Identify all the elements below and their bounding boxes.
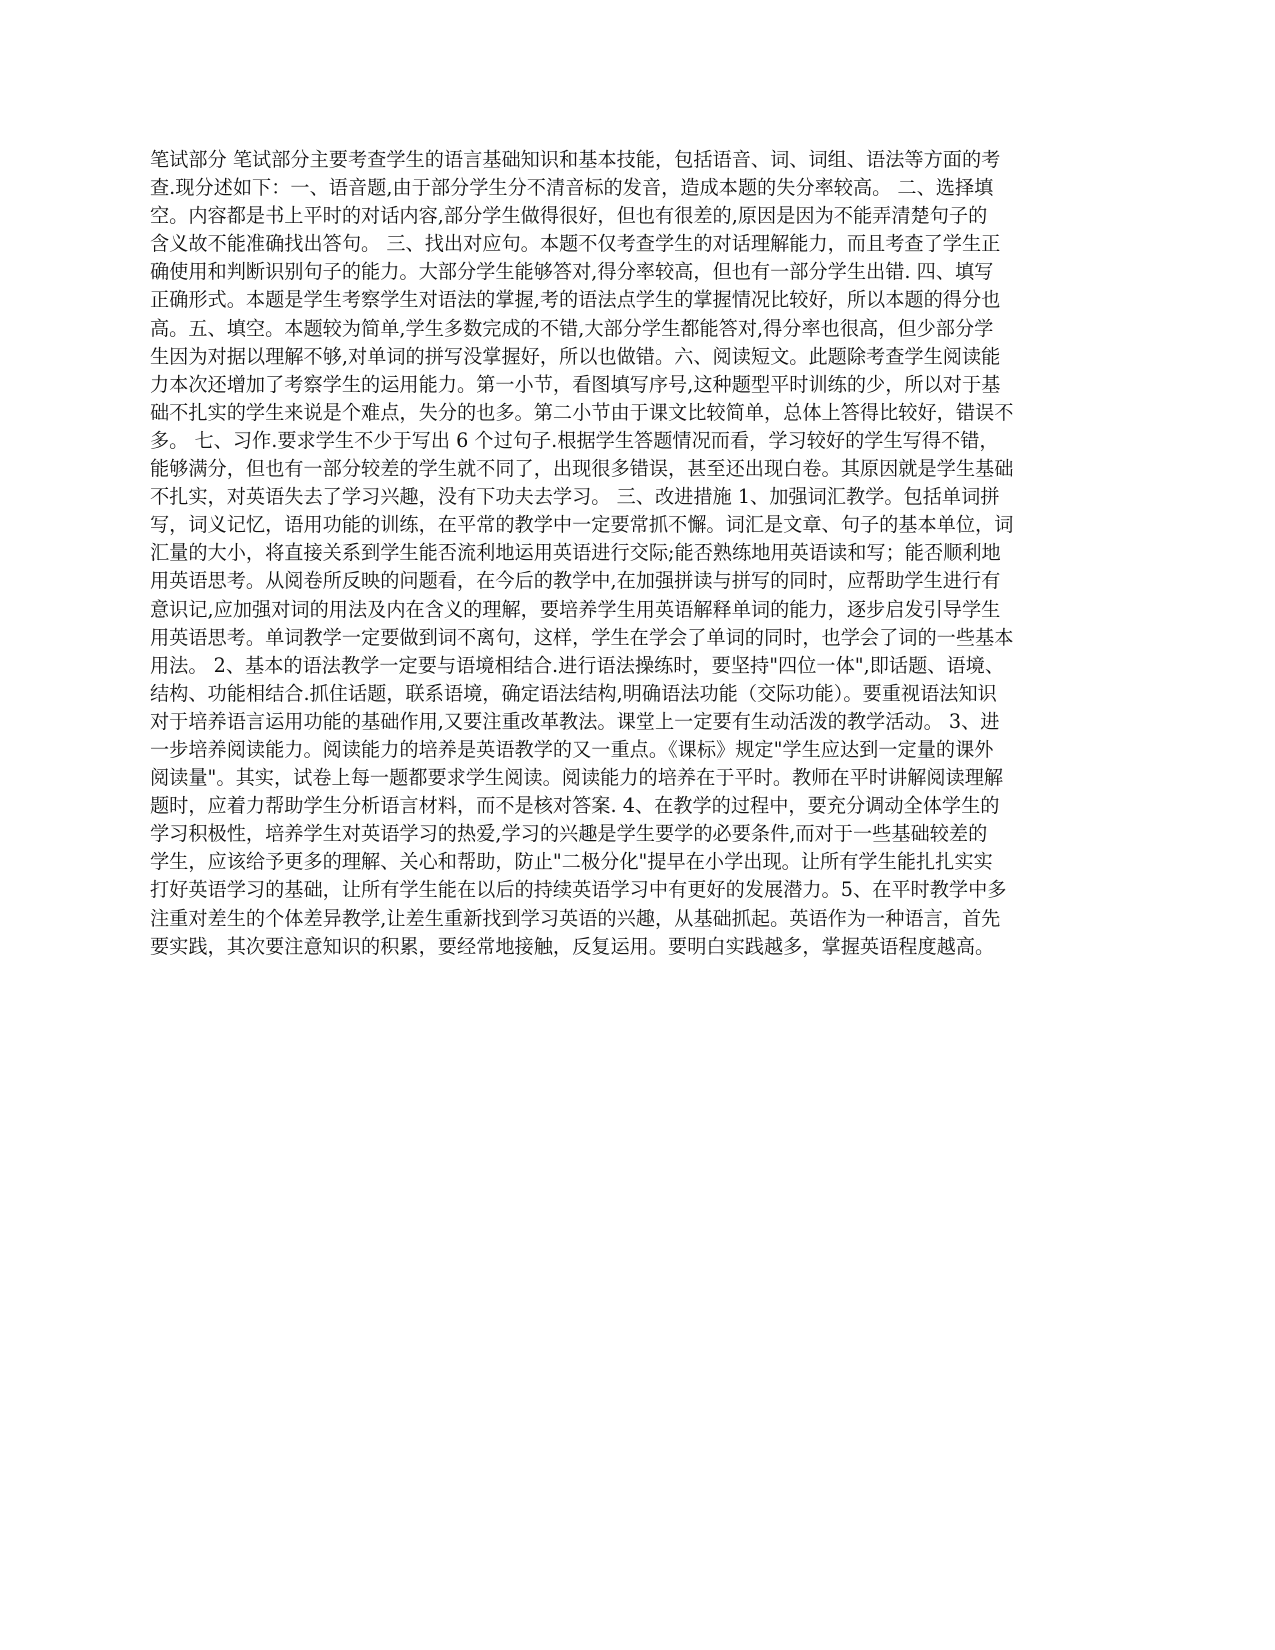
text-line: 题时，应着力帮助学生分析语言材料，而不是核对答案. 4、在教学的过程中，要充分调动全体学生的 xyxy=(150,794,1000,818)
text-line: 能够满分，但也有一部分较差的学生就不同了，出现很多错误，甚至还出现白卷。其原因就是学生基础 xyxy=(150,457,1014,481)
text-line: 生因为对据以理解不够,对单词的拼写没掌握好，所以也做错。六、阅读短文。此题除考查学生阅读能 xyxy=(150,344,1001,368)
text-line: 确使用和判断识别句子的能力。大部分学生能够答对,得分率较高，但也有一部分学生出错. 四、填写 xyxy=(150,260,994,284)
text-line: 注重对差生的个体差异教学,让差生重新找到学习英语的兴趣，从基础抓起。英语作为一种语言，首先 xyxy=(150,906,1001,930)
text-line: 结构、功能相结合.抓住话题，联系语境，确定语法结构,明确语法功能（交际功能）。要重视语法知识 xyxy=(150,681,997,705)
text-line: 含义故不能准确找出答句。 三、找出对应句。本题不仅考查学生的对话理解能力，而且考查了学生正 xyxy=(150,232,1001,256)
text-line: 空。内容都是书上平时的对话内容,部分学生做得很好，但也有很差的,原因是因为不能弄清楚句子的 xyxy=(150,204,988,228)
text-line: 学习积极性，培养学生对英语学习的热爱,学习的兴趣是学生要学的必要条件,而对于一些基础较差的 xyxy=(150,822,988,846)
text-line: 要实践，其次要注意知识的积累，要经常地接触，反复运用。要明白实践越多，掌握英语程度越高。 xyxy=(150,934,995,958)
text-line: 写，词义记忆，语用功能的训练，在平常的教学中一定要常抓不懈。词汇是文章、句子的基本单位，词 xyxy=(150,513,1014,537)
text-line: 不扎实，对英语失去了学习兴趣，没有下功夫去学习。 三、改进措施 1、加强词汇教学。包括单词拼 xyxy=(150,485,1000,509)
text-line: 意识记,应加强对词的用法及内在含义的理解，要培养学生用英语解释单词的能力，逐步启发引导学生 xyxy=(150,597,1001,621)
text-line: 一步培养阅读能力。阅读能力的培养是英语教学的又一重点。《课标》规定"学生应达到一定量的课外 xyxy=(150,737,994,761)
text-line: 高。五、填空。本题较为简单,学生多数完成的不错,大部分学生都能答对,得分率也很高，但少部分学 xyxy=(150,316,994,340)
text-line: 汇量的大小，将直接关系到学生能否流利地运用英语进行交际;能否熟练地用英语读和写；能否顺利地 xyxy=(150,541,1001,565)
text-line: 对于培养语言运用功能的基础作用,又要注重改革教法。课堂上一定要有生动活泼的教学活动。 3、进 xyxy=(150,709,1000,733)
text-line: 学生，应该给予更多的理解、关心和帮助，防止"二极分化"提早在小学出现。让所有学生能扎扎实实 xyxy=(150,850,993,874)
document-body-text xyxy=(150,146,1125,961)
text-line: 正确形式。本题是学生考察学生对语法的掌握,考的语法点学生的掌握情况比较好，所以本题的得分也 xyxy=(150,288,1001,312)
text-line: 打好英语学习的基础，让所有学生能在以后的持续英语学习中有更好的发展潜力。5、在平时教学中多 xyxy=(150,878,1007,902)
text-line: 查.现分述如下：一、语音题,由于部分学生分不清音标的发音，造成本题的失分率较高。 二、选择填 xyxy=(150,176,994,200)
text-line: 用法。 2、基本的语法教学一定要与语境相结合.进行语法操练时，要坚持"四位一体",即话题、语境、 xyxy=(150,653,1005,677)
text-line: 础不扎实的学生来说是个难点，失分的也多。第二小节由于课文比较简单，总体上答得比较好，错误不 xyxy=(150,400,1014,424)
text-line: 用英语思考。从阅卷所反映的问题看，在今后的教学中,在加强拼读与拼写的同时，应帮助学生进行有 xyxy=(150,569,1001,593)
text-line: 笔试部分 笔试部分主要考查学生的语言基础知识和基本技能，包括语音、词、词组、语法等方面的考 xyxy=(150,148,1001,171)
text-line: 用英语思考。单词教学一定要做到词不离句，这样，学生在学会了单词的同时，也学会了词的一些基本 xyxy=(150,625,1014,649)
text-line: 多。 七、习作.要求学生不少于写出 6 个过句子.根据学生答题情况而看，学习较好的学生写得不错， xyxy=(150,428,999,452)
text-line: 力本次还增加了考察学生的运用能力。第一小节，看图填写序号,这种题型平时训练的少，所以对于基 xyxy=(150,372,1001,396)
text-line: 阅读量"。其实，试卷上每一题都要求学生阅读。阅读能力的培养在于平时。教师在平时讲解阅读理解 xyxy=(150,766,1004,790)
